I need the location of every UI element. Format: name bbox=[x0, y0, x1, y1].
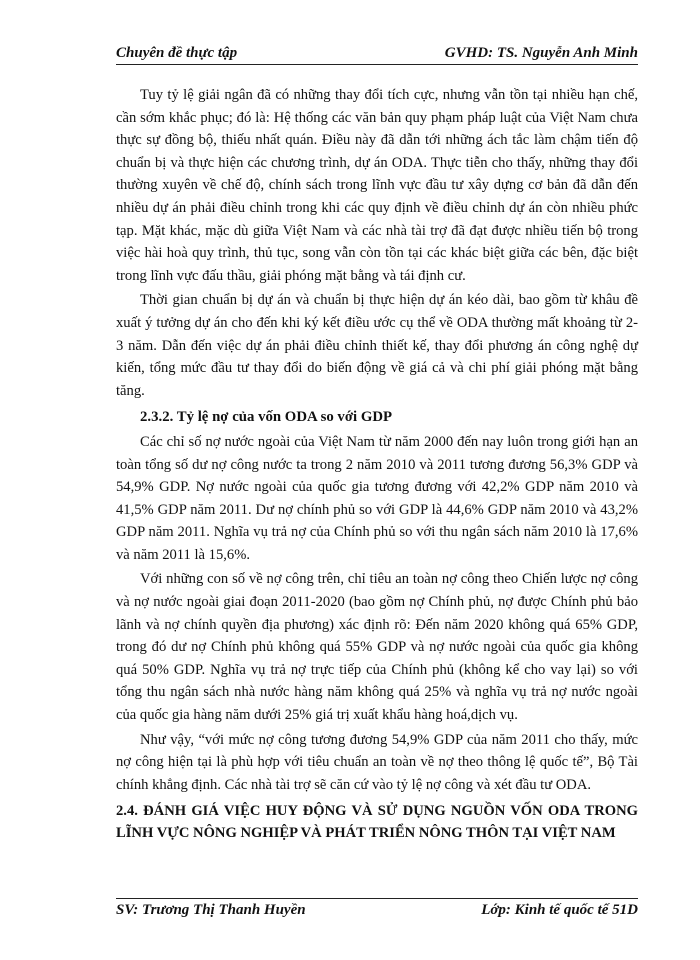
footer-student: SV: Trương Thị Thanh Huyền bbox=[116, 902, 306, 918]
paragraph-preparation-time: Thời gian chuẩn bị dự án và chuẩn bị thực hiện dự án kéo dài, bao gồm từ khâu đề xuất ý tưởng dự án cho đến khi ký kết điều ước cụ thể về ODA thường mất khoảng từ 2-3 năm. Dẫn đến việc dự án phải điều chỉnh thiết kế, thay đổi phương án công nghệ dự kiến, tổng mức đầu tư thay đổi do biến động về giá cả và chi phí giải phóng mặt bằng tăng. bbox=[116, 292, 638, 399]
header-course-title: Chuyên đề thực tập bbox=[116, 45, 238, 61]
page-header bbox=[116, 38, 638, 65]
document-body bbox=[116, 84, 638, 844]
page-footer bbox=[116, 898, 638, 926]
header-supervisor: GVHD: TS. Nguyễn Anh Minh bbox=[444, 45, 638, 61]
section-heading-2-3-2: 2.3.2. Tỷ lệ nợ của vốn ODA so với GDP bbox=[140, 409, 393, 426]
paragraph-debt-indicators: Các chỉ số nợ nước ngoài của Việt Nam từ năm 2000 đến nay luôn trong giới hạn an toàn tổng số dư nợ công nước ta trong 2 năm 2010 và 2011 tương đương 56,3% GDP và 54,9% GDP. Nợ nước ngoài của quốc gia tương đương với 42,2% GDP năm 2010 và 41,5% GDP năm 2011. Dư nợ chính phủ so với GDP là 44,6% GDP năm 2010 và 43,2% GDP năm 2011. Nghĩa vụ trả nợ của Chính phủ so với thu ngân sách năm 2010 là 17,6% và năm 2011 là 15,6%. bbox=[116, 433, 638, 563]
paragraph-conclusion: Như vậy, “với mức nợ công tương đương 54,9% GDP của năm 2011 cho thấy, mức nợ công hiện tại là phù hợp với tiêu chuẩn an toàn về nợ theo thông lệ quốc tế”, Bộ Tài chính khẳng định. Các nhà tài trợ sẽ căn cứ vào tỷ lệ nợ công và xét đầu tư ODA. bbox=[116, 731, 638, 793]
section-heading-2-4: 2.4. ĐÁNH GIÁ VIỆC HUY ĐỘNG VÀ SỬ DỤNG NGUỒN VỐN ODA TRONG LĨNH VỰC NÔNG NGHIỆP VÀ PHÁT TRIỂN NÔNG THÔN TẠI VIỆT NAM bbox=[116, 803, 638, 842]
footer-class: Lớp: Kinh tế quốc tế 51D bbox=[481, 902, 638, 918]
paragraph-debt-strategy: Với những con số về nợ công trên, chỉ tiêu an toàn nợ công theo Chiến lược nợ công và nợ nước ngoài giai đoạn 2011-2020 (bao gồm nợ Chính phủ, nợ được Chính phủ bảo lãnh và nợ chính quyền địa phương) xác định rõ: Đến năm 2020 không quá 65% GDP, trong đó dư nợ Chính phủ không quá 55% GDP và nợ nước ngoài của quốc gia không quá 50% GDP. Nghĩa vụ trả nợ trực tiếp của Chính phủ (không kể cho vay lại) so với tổng thu ngân sách nhà nước hàng năm không quá 25% và nghĩa vụ trả nợ nước ngoài của quốc gia hàng năm dưới 25% giá trị xuất khẩu hàng hoá,dịch vụ. bbox=[116, 571, 638, 724]
paragraph-disbursement: Tuy tỷ lệ giải ngân đã có những thay đổi tích cực, nhưng vẫn tồn tại nhiều hạn chế, cần sớm khắc phục; đó là: Hệ thống các văn bản quy phạm pháp luật của Việt Nam chưa thực sự đồng bộ, thiếu nhất quán. Điều này đã dẫn tới những ách tắc làm chậm tiến độ chuẩn bị và thực hiện các chương trình, dự án ODA. Thực tiễn cho thấy, những thay đổi thường xuyên về chế độ, chính sách trong lĩnh vực đầu tư xây dựng cơ bản đã dẫn đến nhiều dự án phải điều chỉnh trong khi các quy định về điều chỉnh dự án còn nhiều phức tạp. Mặt khác, mặc dù giữa Việt Nam và các nhà tài trợ đã đạt được nhiều tiến bộ trong việc hài hoà quy trình, thủ tục, song vẫn còn tồn tại các khác biệt giữa các bên, đặc biệt trong lĩnh vực đấu thầu, giải phóng mặt bằng và tái định cư. bbox=[116, 87, 638, 284]
